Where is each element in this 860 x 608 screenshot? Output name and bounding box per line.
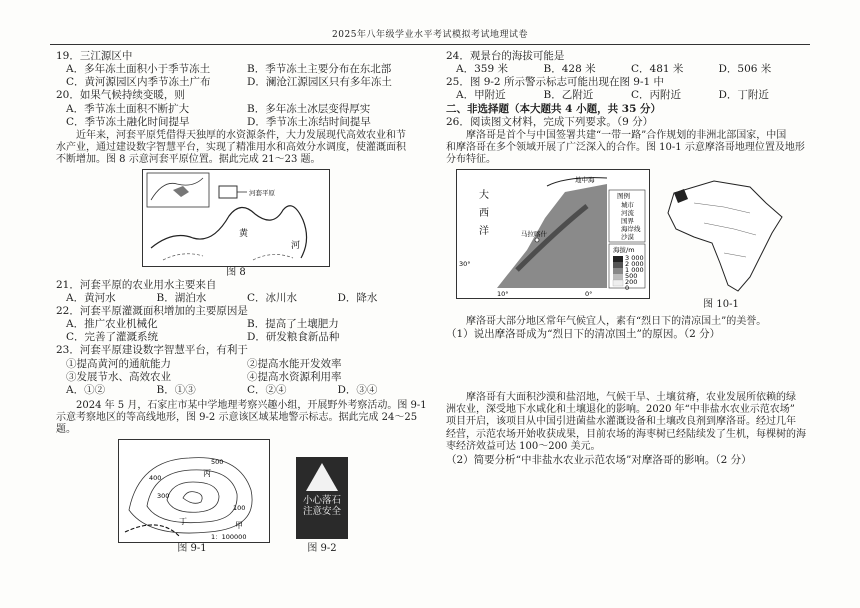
passage26b-line4: 经营，示范农场开始收获成果，目前农场的海枣树已经陆续发了生机，每棵树的海 <box>446 428 806 440</box>
fig8-yellow-river <box>151 206 307 258</box>
q23-item-1: ①提高黄河的通航能力 <box>66 357 171 370</box>
fig101-ocean-2: 西 <box>479 207 489 219</box>
q20-option-d: D．季节冻土冻结时间提早 <box>247 115 371 128</box>
fig8-map <box>142 169 330 267</box>
fig92-warning-sign <box>296 457 348 539</box>
q23-option-c: C．②④ <box>247 383 287 396</box>
fig8-river-label-2: 河 <box>291 240 301 251</box>
fig91-contour-inner <box>167 482 219 512</box>
q19-option-a: A．多年冻土面积小于季节冻土 <box>66 63 211 76</box>
q23-option-a: A．①② <box>66 383 106 396</box>
fig101-legend-item-1: 城市 <box>621 200 634 209</box>
fig8-boundary-1 <box>163 254 203 260</box>
passage26-para1: 摩洛哥大部分地区常年气候宜人，素有“烈日下的清凉国土”的美誉。 <box>466 315 767 327</box>
q25-option-b: B．乙附近 <box>543 89 594 102</box>
q23-item-4: ④提高水资源利用率 <box>247 370 342 383</box>
q21-stem: 21．河套平原的农业用水主要来自 <box>56 278 217 291</box>
q22-option-d: D．研发粮食新品种 <box>247 331 340 344</box>
figure-10-1 <box>446 169 806 315</box>
fig101-city-label: 马拉喀什 <box>521 229 547 238</box>
passage-fig8 <box>56 129 428 167</box>
fig101-africa-svg <box>654 173 794 297</box>
fig101-lat-label: 30° <box>459 259 471 268</box>
q20-stem: 20．如果气候持续变暖，则 <box>56 89 185 102</box>
q26-part1: （1）说出摩洛哥成为“烈日下的清凉国土”的原因。（2 分） <box>446 327 721 340</box>
q26-stem: 26．阅读图文材料，完成下列要求。（9 分） <box>446 115 654 128</box>
fig91-place-ding: 丁 <box>179 516 187 526</box>
passage8-line3: 不断增加。图 8 示意河套平原位置。据此完成 21～23 题。 <box>56 154 321 166</box>
fig92-caption: 图 9-2 <box>307 542 337 554</box>
q23-item-3: ③发展节水、高效农业 <box>66 370 171 383</box>
fig91-svg <box>119 440 269 542</box>
q20-option-b: B．多年冻土冰层变得厚实 <box>247 102 371 115</box>
q23-stem: 23．河套平原建设数字智慧平台，有利于 <box>56 344 248 357</box>
fig101-elev-swatch-1 <box>613 256 623 262</box>
q23-option-d: D．③④ <box>337 383 378 396</box>
passage26-line3: 分布特征。 <box>446 154 496 166</box>
q19-stem: 19．三江源区中 <box>56 50 133 62</box>
fig8-caption: 图 8 <box>226 266 246 278</box>
fig101-elev-6: 0 <box>625 283 630 292</box>
figure-8 <box>56 169 428 279</box>
q25-option-c: C．丙附近 <box>631 89 682 102</box>
fig101-legend-item-2: 河流 <box>621 208 634 217</box>
fig101-elev-3: 1 000 <box>625 265 644 274</box>
fig91-contour-label-a: 500 <box>211 457 224 466</box>
passage26b-line2: 洲农业，深受地下水咸化和土壤退化的影响。2020 年“中非盐水农业示范农场” <box>446 403 795 415</box>
exam-header: 2025年八年级学业水平考试模拟考试地理试卷 <box>332 30 528 40</box>
q24-option-b: B．428 米 <box>543 63 596 76</box>
q23-option-b: B．①③ <box>156 383 196 396</box>
fig91-road <box>125 525 179 536</box>
q19-option-d: D．澜沧江源园区只有多年冻土 <box>247 76 392 89</box>
passage26-line1: 摩洛哥是首个与中国签署共建“一带一路”合作规划的非洲北部国家，中国 <box>466 129 787 141</box>
header-rule <box>50 44 810 45</box>
fig91-map <box>118 439 270 543</box>
q25-option-d: D．丁附近 <box>718 89 769 102</box>
fig101-elev-2: 2 000 <box>625 259 644 268</box>
question-19 <box>56 50 428 89</box>
figure-9 <box>56 439 428 559</box>
q19-option-c: C．黄河源园区内季节冻土广布 <box>66 76 211 89</box>
falling-rocks-icon <box>306 463 338 491</box>
fig91-contour-label-b: 400 <box>149 473 162 482</box>
q22-option-c: C．完善了灌溉系统 <box>66 331 159 344</box>
question-23 <box>56 344 428 397</box>
q25-option-a: A．甲附近 <box>456 89 506 102</box>
fig92-sign-line2: 注意安全 <box>302 506 341 518</box>
fig8-inset-label: 河套平原 <box>249 188 275 197</box>
fig101-lon1-label: 10° <box>497 289 509 298</box>
left-column <box>56 50 428 559</box>
fig91-scale: 1：100000 <box>211 532 247 541</box>
q23-item-2: ②提高水能开发效率 <box>247 357 342 370</box>
q21-option-c: C．冰川水 <box>247 291 298 304</box>
passage8-line2: 水产业，通过建设数字智慧平台，实现了精准用水和高效分水调度，使灌溉面积 <box>56 141 406 153</box>
fig91-contour-top <box>183 491 202 503</box>
q22-option-a: A．推广农业机械化 <box>66 318 158 331</box>
right-column <box>446 50 806 467</box>
fig101-legend-item-4: 海岸线 <box>621 224 641 233</box>
fig8-locator-box <box>219 186 237 198</box>
passage9-line3: 题。 <box>56 424 76 436</box>
fig92-sign-line1: 小心落石 <box>302 494 341 506</box>
q24-option-d: D．506 米 <box>718 63 772 76</box>
answer-space-1[interactable] <box>446 341 806 391</box>
fig101-med-label: 地中海 <box>575 175 595 184</box>
fig101-africa-inset <box>654 173 794 297</box>
q25-stem: 25．图 9-2 所示警示标志可能出现在图 9-1 中 <box>446 76 665 89</box>
passage9-line1: 2024 年 5 月，石家庄市某中学地理考察兴趣小组，开展野外考察活动。图 9-1 <box>76 399 427 411</box>
passage-fig9 <box>56 399 428 437</box>
passage26b-line5: 枣经济效益可达 100～200 美元。 <box>446 441 601 453</box>
passage-26 <box>446 129 806 167</box>
question-20 <box>56 89 428 128</box>
q20-option-c: C．季节冻土融化时间提早 <box>66 115 190 128</box>
fig91-place-bing: 丙 <box>203 468 211 478</box>
fig101-legend-item-5: 沙漠 <box>621 232 634 241</box>
passage8-line1: 近年来，河套平原凭借得天独厚的水资源条件，大力发展现代高效农业和节 <box>76 129 406 141</box>
fig91-contour-label-d: 100 <box>233 503 246 512</box>
q22-option-b: B．提高了土壤肥力 <box>247 318 339 331</box>
fig101-elev-title: 海拔/m <box>613 245 635 254</box>
fig101-svg <box>457 170 649 298</box>
q24-option-c: C．481 米 <box>631 63 684 76</box>
question-21 <box>56 279 428 305</box>
q20-option-a: A．季节冻土面积不断扩大 <box>66 102 190 115</box>
fig91-contour-label-c: 300 <box>157 491 170 500</box>
fig101-map <box>456 169 650 299</box>
fig101-elev-5: 200 <box>625 277 638 286</box>
fig101-elev-4: 500 <box>625 271 638 280</box>
q19-option-b: B．季节冻土主要分布在东北部 <box>247 63 392 76</box>
fig8-river-label-1: 黄 <box>239 228 249 239</box>
passage-26b <box>446 391 806 454</box>
fig101-legend-item-3: 国界 <box>621 216 634 225</box>
fig101-city-marker <box>535 238 539 242</box>
fig101-elev-swatch-5 <box>613 280 623 286</box>
passage26b-line1: 摩洛哥有大面积沙漠和盐沼地，气候干旱、土壤贫瘠，农业发展所依赖的绿 <box>466 391 796 403</box>
question-24 <box>446 50 806 76</box>
q24-stem: 24．观景台的海拔可能是 <box>446 50 565 62</box>
fig101-ocean-1: 大 <box>479 189 489 201</box>
fig8-boundary-2 <box>253 254 293 260</box>
fig91-contour-outer <box>129 457 252 532</box>
question-25 <box>446 76 806 102</box>
q22-stem: 22．河套平原灌溉面积增加的主要原因是 <box>56 305 248 317</box>
q24-option-a: A．359 米 <box>456 63 508 76</box>
fig8-svg <box>143 170 329 266</box>
fig101-elev-swatch-4 <box>613 274 623 280</box>
fig91-caption: 图 9-1 <box>177 542 207 554</box>
q21-option-a: A．黄河水 <box>66 291 116 304</box>
fig101-ocean-3: 洋 <box>479 225 489 237</box>
passage9-line2: 示意考察地区的等高线地形，图 9-2 示意该区域某地警示标志。据此完成 24～25 <box>56 411 418 423</box>
fig91-place-jia: 甲 <box>235 520 243 530</box>
fig101-caption: 图 10-1 <box>703 298 739 310</box>
q21-option-d: D．降水 <box>337 291 378 304</box>
question-22 <box>56 305 428 344</box>
q21-option-b: B．湖泊水 <box>156 291 207 304</box>
fig101-elev-1: 3 000 <box>625 253 644 262</box>
fig101-elev-swatch-3 <box>613 268 623 274</box>
fig101-lon2-label: 0° <box>585 289 593 298</box>
fig101-legend-title: 图例 <box>617 191 630 200</box>
section-2-heading: 二、非选择题（本大题共 4 小题，共 35 分） <box>446 102 662 115</box>
passage26-line2: 和摩洛哥在多个领域开展了广泛深入的合作。图 10-1 示意摩洛哥地理位置及地形 <box>446 141 805 153</box>
q26-part2: （2）简要分析“中非盐水农业示范农场”对摩洛哥的影响。（2 分） <box>446 453 752 466</box>
fig101-elev-swatch-2 <box>613 262 623 268</box>
passage26b-line3: 项目开启，该项目从中国引进菌盐水灌溉设备和土壤改良剂到摩洛哥。经过几年 <box>446 416 796 428</box>
